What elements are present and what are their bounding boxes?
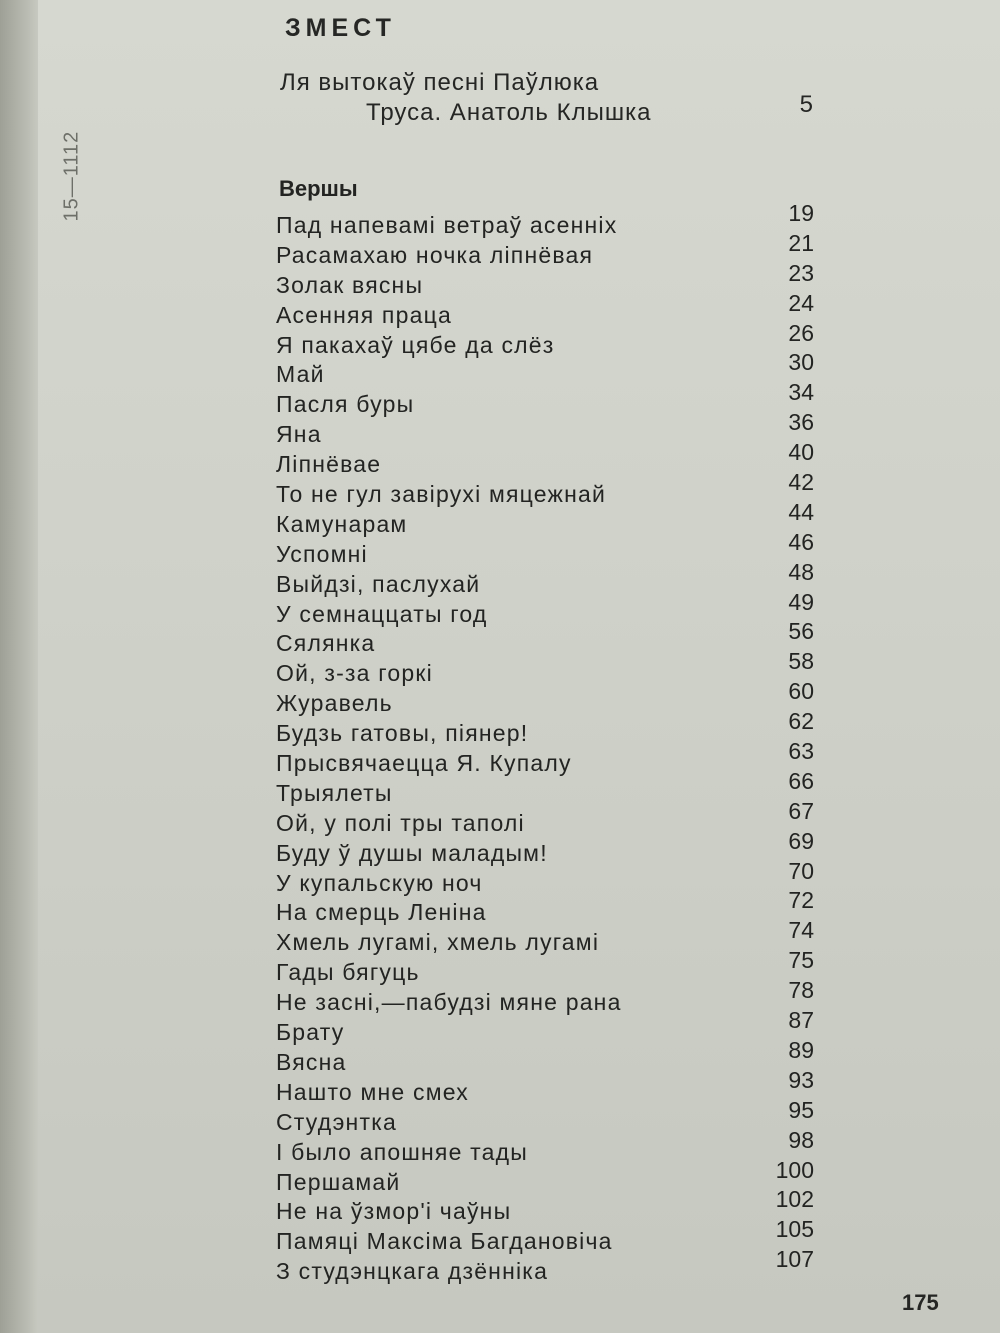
toc-entry-title: У купальскую ноч bbox=[276, 869, 483, 896]
toc-entry bbox=[276, 319, 836, 361]
toc-entry-title: Успомні bbox=[276, 540, 368, 567]
toc-entry bbox=[276, 678, 836, 719]
toc-entry-title: На смерць Леніна bbox=[276, 899, 487, 926]
toc-entry-page: 60 bbox=[788, 678, 814, 705]
toc-entry-page: 100 bbox=[775, 1156, 814, 1183]
toc-entry bbox=[276, 528, 836, 570]
toc-entry bbox=[276, 259, 836, 301]
toc-entry-page: 70 bbox=[788, 857, 814, 884]
toc-entry bbox=[276, 1186, 836, 1227]
toc-entry bbox=[276, 349, 836, 390]
spine-code bbox=[50, 104, 90, 224]
toc-entry-title: Пасля буры bbox=[276, 391, 415, 418]
toc-entry-title: Вясна bbox=[276, 1048, 347, 1075]
toc-entry-page: 78 bbox=[788, 977, 814, 1004]
toc-entry bbox=[276, 588, 836, 630]
toc-entry-title: Расамахаю ночка ліпнёвая bbox=[276, 241, 594, 268]
toc-entry bbox=[276, 738, 836, 779]
section-title: Вершы bbox=[279, 176, 358, 201]
toc-entry-title: Буду ў душы маладым! bbox=[276, 839, 548, 866]
toc-entry bbox=[276, 439, 836, 480]
toc-entry-title: Гады бягуць bbox=[276, 959, 420, 986]
toc-entry-title: Памяці Максіма Багдановіча bbox=[276, 1228, 613, 1255]
toc-entry-page: 49 bbox=[788, 588, 814, 615]
toc-entry bbox=[276, 618, 836, 659]
intro-title-line-1: Ля вытокаў песні Паўлюка bbox=[280, 69, 600, 96]
toc-entry-page: 93 bbox=[788, 1066, 814, 1093]
toc-entry-title: З студэнцкага дзённіка bbox=[276, 1258, 549, 1285]
toc-entry-page: 62 bbox=[788, 708, 814, 735]
intro-entry bbox=[280, 68, 820, 128]
toc-entry-title: Сялянка bbox=[276, 630, 376, 657]
toc-entry-title: Пад напевамі ветраў асенніх bbox=[276, 212, 618, 238]
toc-entry bbox=[276, 1246, 836, 1287]
toc-entry bbox=[276, 947, 836, 988]
toc-entry bbox=[276, 857, 836, 899]
toc-entry bbox=[276, 1156, 836, 1198]
toc-entry bbox=[276, 1096, 836, 1138]
toc-entry-page: 34 bbox=[788, 379, 814, 406]
toc-entry-page: 66 bbox=[788, 767, 814, 794]
toc-entry-title: Камунарам bbox=[276, 510, 408, 537]
toc-entry bbox=[276, 469, 836, 510]
toc-entry bbox=[276, 767, 836, 809]
toc-entry bbox=[276, 379, 836, 420]
toc-entry-title: Не засні,—пабудзі мяне рана bbox=[276, 989, 622, 1016]
toc-entry bbox=[276, 498, 836, 540]
spine-code-text: 15—1112 bbox=[60, 130, 83, 222]
toc-entry bbox=[276, 409, 836, 450]
toc-entry-page: 21 bbox=[788, 229, 814, 256]
toc-entry bbox=[276, 1126, 836, 1168]
toc-entry bbox=[276, 1066, 836, 1108]
toc-entry-page: 105 bbox=[775, 1216, 814, 1243]
book-binding-edge bbox=[0, 0, 38, 1333]
toc-entry-page: 46 bbox=[788, 528, 814, 555]
toc-entry bbox=[276, 887, 836, 928]
toc-entry-page: 19 bbox=[788, 200, 814, 226]
toc-entry-title: Золак вясны bbox=[276, 271, 424, 298]
intro-title-line-2: Труса. Анатоль Клышка bbox=[366, 99, 652, 126]
toc-entry-title: Я пакахаў цябе да слёз bbox=[276, 331, 555, 358]
toc-entry-title: Ой, у полі тры таполі bbox=[276, 809, 525, 836]
toc-entry-title: Ой, з-за горкі bbox=[276, 660, 433, 687]
toc-entry-title: Будзь гатовы, піянер! bbox=[276, 720, 529, 747]
page-number: 175 bbox=[902, 1290, 939, 1315]
toc-entry-title: Трыялеты bbox=[276, 779, 393, 806]
toc-entry bbox=[276, 977, 836, 1018]
toc-entry-title: Не на ўзмор'і чаўны bbox=[276, 1198, 512, 1225]
toc-entry-title: Выйдзі, паслухай bbox=[276, 570, 481, 597]
toc-entry-title: І было апошняе тады bbox=[276, 1138, 528, 1165]
toc-entry-page: 23 bbox=[788, 259, 814, 286]
toc-entry-page: 63 bbox=[788, 738, 814, 765]
toc-entry-title: Прысвячаецца Я. Купалу bbox=[276, 750, 572, 777]
toc-entry-page: 48 bbox=[788, 558, 814, 585]
toc-entry-page: 74 bbox=[788, 917, 814, 944]
contents-heading: ЗМЕСТ bbox=[285, 14, 396, 42]
toc-entry bbox=[276, 289, 836, 331]
toc-entry-page: 75 bbox=[788, 947, 814, 974]
toc-entry-title: Журавель bbox=[276, 690, 393, 717]
toc-entry bbox=[276, 917, 836, 958]
toc-entry bbox=[276, 827, 836, 869]
toc-entry-page: 58 bbox=[788, 648, 814, 675]
toc-entry-title: Май bbox=[276, 361, 325, 388]
toc-entry bbox=[276, 229, 836, 271]
toc-entry bbox=[276, 1216, 836, 1257]
toc-entry-page: 69 bbox=[788, 827, 814, 854]
toc-entry-page: 87 bbox=[788, 1007, 814, 1034]
toc-entry-title: То не гул завірухі мяцежнай bbox=[276, 481, 607, 508]
toc-entry bbox=[276, 200, 836, 241]
table-of-contents bbox=[276, 200, 836, 1285]
intro-page-number: 5 bbox=[799, 91, 814, 118]
toc-entry-page: 95 bbox=[788, 1096, 814, 1123]
toc-entry bbox=[276, 797, 836, 839]
toc-entry bbox=[276, 1036, 836, 1078]
toc-entry-title: У семнаццаты год bbox=[276, 600, 488, 627]
toc-entry bbox=[276, 558, 836, 600]
toc-entry-title: Хмель лугамі, хмель лугамі bbox=[276, 929, 600, 956]
toc-entry-page: 56 bbox=[788, 618, 814, 645]
toc-entry bbox=[276, 708, 836, 749]
toc-entry-page: 102 bbox=[775, 1186, 814, 1213]
toc-entry-page: 89 bbox=[788, 1036, 814, 1063]
toc-entry bbox=[276, 648, 836, 689]
toc-entry-title: Студэнтка bbox=[276, 1108, 397, 1135]
toc-entry-page: 44 bbox=[788, 498, 814, 525]
toc-entry-page: 98 bbox=[788, 1126, 814, 1153]
toc-entry-page: 40 bbox=[788, 439, 814, 466]
toc-entry-page: 107 bbox=[775, 1246, 814, 1273]
toc-entry-page: 24 bbox=[788, 289, 814, 316]
toc-entry-page: 30 bbox=[788, 349, 814, 376]
toc-entry-page: 26 bbox=[788, 319, 814, 346]
toc-entry-title: Першамай bbox=[276, 1168, 401, 1195]
toc-entry-page: 36 bbox=[788, 409, 814, 436]
toc-entry-page: 42 bbox=[788, 469, 814, 496]
toc-entry-title: Нашто мне смех bbox=[276, 1078, 469, 1105]
toc-entry-title: Брату bbox=[276, 1019, 345, 1046]
toc-entry bbox=[276, 1007, 836, 1048]
toc-entry-page: 67 bbox=[788, 797, 814, 824]
toc-entry-title: Ліпнёвае bbox=[276, 451, 382, 478]
toc-entry-title: Яна bbox=[276, 421, 322, 448]
toc-entry-title: Асенняя праца bbox=[276, 301, 452, 328]
toc-entry-page: 72 bbox=[788, 887, 814, 914]
